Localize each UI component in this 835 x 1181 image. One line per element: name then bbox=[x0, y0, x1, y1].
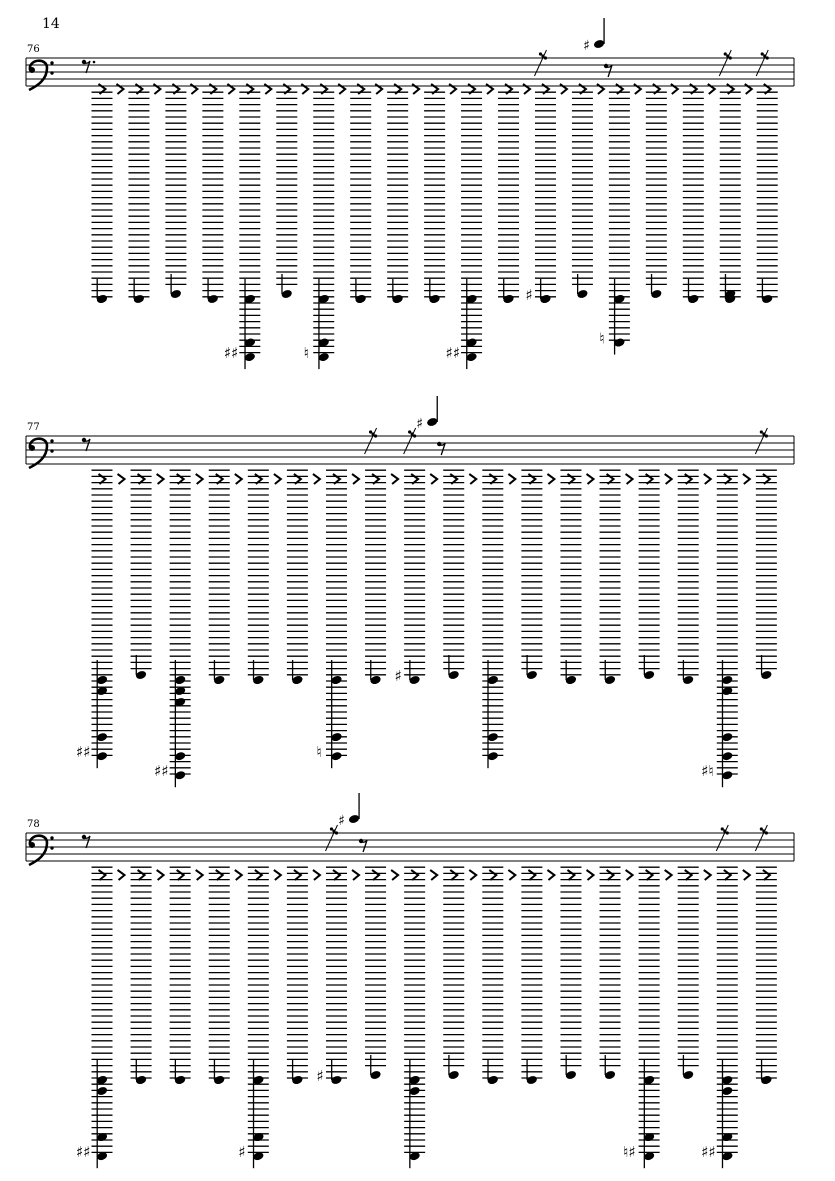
quarter-rest bbox=[333, 870, 340, 880]
quarter-rest bbox=[587, 870, 594, 880]
measure-number: 78 bbox=[27, 819, 40, 830]
bass-clef-dot bbox=[50, 846, 53, 849]
accidental: ♯ bbox=[238, 1143, 246, 1162]
accidental: ♮♯ bbox=[623, 1143, 636, 1162]
quarter-rest bbox=[743, 474, 750, 484]
quarter-rest bbox=[118, 870, 125, 880]
accidental: ♯ bbox=[394, 667, 402, 685]
quarter-rest bbox=[177, 870, 184, 880]
quarter-rest bbox=[763, 870, 770, 880]
quarter-rest bbox=[704, 474, 711, 484]
quarter-rest bbox=[665, 474, 672, 484]
quarter-rest bbox=[352, 870, 359, 880]
quarter-rest bbox=[665, 870, 672, 880]
grace-note bbox=[766, 56, 769, 59]
quarter-rest bbox=[646, 870, 653, 880]
quarter-rest bbox=[430, 474, 437, 484]
quarter-rest bbox=[547, 870, 554, 880]
bass-clef-dot bbox=[29, 842, 35, 848]
quarter-rest bbox=[157, 870, 164, 880]
grace-note bbox=[765, 831, 768, 834]
quarter-rest bbox=[430, 870, 437, 880]
quarter-rest bbox=[235, 474, 242, 484]
grace-note bbox=[374, 434, 377, 437]
grace-note bbox=[544, 56, 547, 59]
quarter-rest bbox=[255, 870, 262, 880]
eighth-rest bbox=[361, 840, 367, 852]
quarter-rest bbox=[216, 870, 223, 880]
accidental: ♯♯ bbox=[154, 762, 169, 781]
quarter-rest bbox=[196, 474, 203, 484]
grace-note bbox=[761, 52, 764, 55]
quarter-rest bbox=[508, 474, 515, 484]
accidental: ♯♯ bbox=[76, 1143, 91, 1162]
quarter-rest bbox=[352, 474, 359, 484]
quarter-rest bbox=[724, 870, 731, 880]
accidental: ♯♯ bbox=[701, 1143, 716, 1162]
grace-note bbox=[539, 52, 542, 55]
quarter-rest bbox=[274, 474, 281, 484]
quarter-rest bbox=[528, 870, 535, 880]
accidental: ♮ bbox=[303, 344, 310, 363]
eighth-rest bbox=[606, 65, 612, 77]
accidental: ♯ bbox=[316, 1067, 324, 1085]
measure-number: 77 bbox=[27, 422, 40, 433]
eighth-rest bbox=[439, 443, 445, 455]
quarter-rest bbox=[704, 870, 711, 880]
quarter-rest bbox=[508, 870, 515, 880]
accidental: ♯ bbox=[583, 38, 590, 54]
quarter-rest bbox=[274, 870, 281, 880]
quarter-rest bbox=[547, 474, 554, 484]
quarter-rest bbox=[196, 870, 203, 880]
bass-clef-dot bbox=[50, 61, 53, 64]
grace-note bbox=[413, 434, 416, 437]
grace-note bbox=[726, 831, 729, 834]
quarter-rest bbox=[391, 870, 398, 880]
grace-note bbox=[760, 827, 763, 830]
bass-clef-dot bbox=[50, 836, 53, 839]
quarter-rest bbox=[157, 474, 164, 484]
quarter-rest bbox=[743, 870, 750, 880]
grace-note bbox=[408, 430, 411, 433]
quarter-rest bbox=[685, 870, 692, 880]
system-76 bbox=[26, 18, 794, 369]
grace-note bbox=[721, 827, 724, 830]
page-number: 14 bbox=[42, 16, 60, 32]
quarter-rest bbox=[391, 474, 398, 484]
eighth-rest bbox=[84, 836, 90, 848]
quarter-rest bbox=[587, 474, 594, 484]
bass-clef-dot bbox=[29, 445, 35, 451]
accidental: ♯ bbox=[416, 416, 424, 432]
quarter-rest bbox=[118, 474, 125, 484]
grace-note bbox=[760, 430, 763, 433]
accidental: ♯ bbox=[338, 813, 345, 829]
quarter-rest bbox=[235, 870, 242, 880]
measure-number: 76 bbox=[27, 44, 40, 55]
accidental: ♯ bbox=[525, 286, 533, 304]
quarter-rest bbox=[567, 870, 574, 880]
quarter-rest bbox=[626, 474, 633, 484]
quarter-rest bbox=[99, 870, 106, 880]
quarter-rest bbox=[411, 870, 418, 880]
quarter-rest bbox=[489, 870, 496, 880]
quarter-rest bbox=[450, 870, 457, 880]
accidental: ♮ bbox=[316, 743, 322, 762]
accidental: ♮ bbox=[599, 329, 605, 348]
eighth-rest bbox=[84, 61, 90, 73]
notehead bbox=[593, 39, 605, 50]
system-77 bbox=[26, 396, 794, 787]
bass-clef-dot bbox=[29, 67, 35, 73]
accidental: ♯♯ bbox=[223, 344, 239, 363]
quarter-rest bbox=[607, 870, 614, 880]
quarter-rest bbox=[626, 870, 633, 880]
grace-note bbox=[765, 434, 768, 437]
bass-clef-dot bbox=[50, 439, 53, 442]
quarter-rest bbox=[313, 870, 320, 880]
notehead bbox=[348, 814, 360, 825]
bass-clef-dot bbox=[50, 71, 53, 74]
grace-note bbox=[335, 831, 338, 834]
quarter-rest bbox=[294, 870, 301, 880]
system-78 bbox=[26, 793, 794, 1168]
notehead bbox=[426, 417, 438, 428]
accidental: ♯♯ bbox=[76, 743, 91, 762]
grace-note bbox=[724, 52, 727, 55]
quarter-rest bbox=[372, 870, 379, 880]
quarter-rest bbox=[469, 870, 476, 880]
accidental: ♯♮ bbox=[701, 762, 714, 781]
rest-dot bbox=[93, 61, 96, 64]
accidental: ♯♯ bbox=[445, 344, 461, 363]
quarter-rest bbox=[138, 870, 145, 880]
eighth-rest bbox=[84, 439, 90, 451]
grace-note bbox=[729, 56, 732, 59]
bass-clef-dot bbox=[50, 449, 53, 452]
grace-note bbox=[369, 430, 372, 433]
grace-note bbox=[330, 827, 333, 830]
quarter-rest bbox=[469, 474, 476, 484]
quarter-rest bbox=[313, 474, 320, 484]
